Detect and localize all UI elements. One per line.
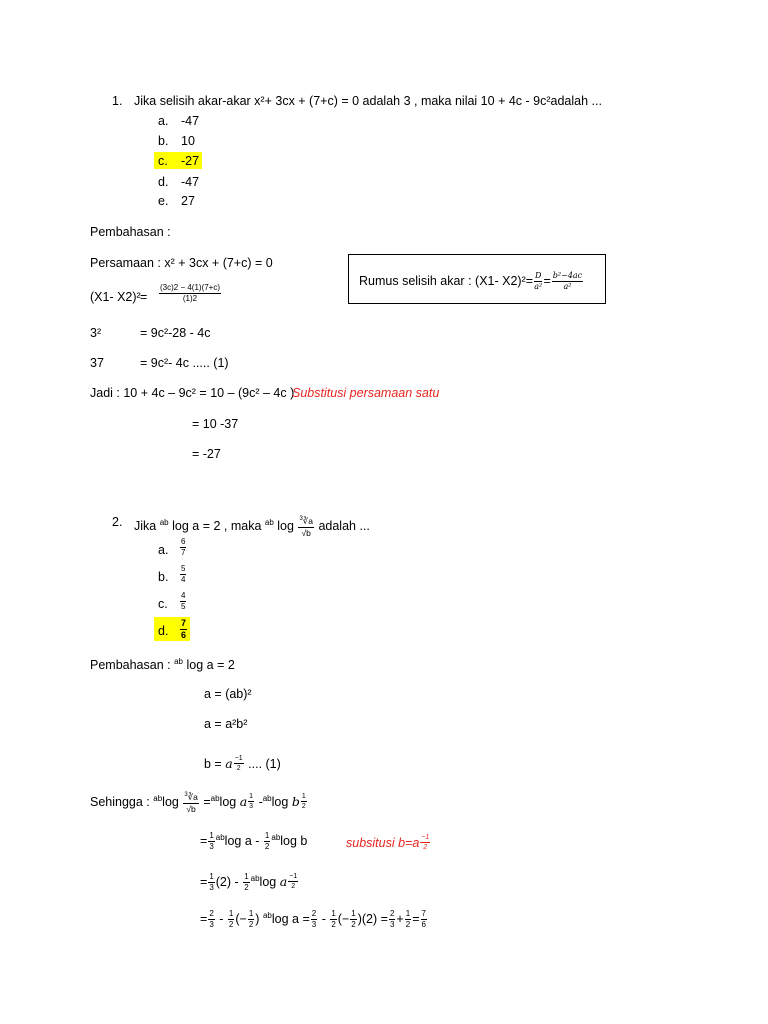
q2-option-a-num: 6 — [181, 537, 186, 546]
formula-box-frac1-den: a² — [534, 282, 543, 291]
q2-sehingga-ab3: ab — [262, 793, 272, 803]
q2-sehingga-minus: - — [258, 794, 263, 809]
q2-sehingga-cuberoot-index: 3 — [184, 792, 188, 798]
q2-option-d-den: 6 — [181, 630, 187, 640]
q2-step-b-exp-num: 1 — [293, 873, 298, 880]
q1-option-c-value: -27 — [181, 154, 200, 168]
q2-step-c-f9-num: 7 — [421, 909, 426, 918]
q2-question-suffix: adalah ... — [318, 518, 370, 533]
formula-box-frac2 — [552, 272, 583, 291]
q1-step2-rhs: = 9c²- 4c ..... (1) — [140, 356, 229, 370]
q2-step-c-f6-den: 2 — [351, 920, 356, 929]
q2-step-c-f5 — [330, 910, 336, 929]
q2-sehingga-root-b: √b — [186, 803, 196, 814]
q1-step3: = 10 -37 — [192, 417, 239, 431]
q2-step-b-ab: ab — [250, 874, 260, 883]
q2-step-c-f7 — [389, 910, 395, 929]
q2-step-c — [200, 910, 428, 929]
q2-sehingga-label: Sehingga : — [90, 794, 150, 809]
q2-step-a-frac1-num: 1 — [209, 831, 214, 840]
q2-step-c-eq4: = — [412, 911, 420, 926]
q1-step4: = -27 — [192, 447, 221, 461]
q2-option-d-frac — [179, 619, 188, 640]
q1-step1-lhs: 3² — [90, 326, 102, 340]
q2-step-c-paren-open1: (− — [235, 911, 247, 926]
formula-box-eq1: = — [525, 273, 534, 288]
q2-step-b-exp-minus: − — [289, 873, 294, 880]
q2-note-a: a — [412, 836, 420, 850]
q2-note-text: subsitusi b= — [346, 836, 413, 850]
q1-eq-sign: = — [140, 290, 148, 304]
formula-box-frac2-den: a² — [563, 282, 572, 291]
formula-box — [348, 254, 606, 304]
q1-option-c-letter: c. — [158, 154, 168, 168]
q2-step-b-frac2-den: 2 — [244, 883, 249, 893]
q2-sehingga-exp1-den: 3 — [249, 802, 254, 810]
q2-sehingga-eq: = — [203, 794, 211, 809]
q2-step-b-frac1-num: 1 — [209, 872, 214, 882]
q2-step-c-f7-den: 3 — [389, 920, 395, 929]
q2-root-a: ∛a — [302, 516, 313, 526]
q2-step-a-log-a: log a — [224, 833, 252, 848]
q2-option-b-letter: b. — [158, 570, 169, 584]
q2-step-c-f5-num: 1 — [331, 909, 336, 918]
formula-box-eq2: = — [543, 273, 551, 288]
q2-question-radicand-num — [298, 516, 314, 528]
q2-step-c-f4 — [311, 910, 317, 929]
q2-step-c-eq2: = — [302, 911, 310, 926]
formula-box-lhs: (X1- X2)² — [475, 273, 526, 288]
q2-line3-exp — [234, 755, 244, 772]
q2-step-b-frac2 — [243, 873, 249, 892]
q2-step-c-plus: + — [396, 911, 404, 926]
q2-sehingga-a: a — [239, 793, 248, 809]
q2-step-a-frac1 — [208, 832, 214, 851]
q2-step-c-f8 — [405, 910, 411, 929]
q2-step-c-f3-num: 1 — [248, 909, 254, 918]
q2-option-c-frac — [179, 592, 187, 611]
q2-note-exp — [420, 834, 430, 851]
q2-step-c-two: (2) — [361, 911, 378, 926]
q2-pembahasan-ab: ab — [174, 657, 183, 666]
q2-number: 2. — [112, 515, 123, 529]
q2-line1: a = (ab)² — [204, 687, 252, 701]
q2-step-a — [200, 832, 307, 851]
q2-step-c-f1-den: 3 — [209, 920, 214, 929]
q2-step-c-f1-num: 2 — [209, 909, 214, 918]
q2-note-exp-minus: − — [421, 834, 426, 841]
q2-pembahasan — [90, 658, 235, 672]
q2-question-mid: log a = 2 , maka — [172, 518, 262, 533]
q2-step-a-frac1-den: 3 — [209, 842, 214, 851]
q2-step-c-f3 — [248, 910, 254, 929]
q2-line2: a = a²b² — [204, 717, 248, 731]
q2-step-b — [200, 873, 299, 892]
q2-step-c-f1 — [208, 910, 214, 929]
q2-sehingga-log3: log — [271, 794, 289, 809]
q1-pembahasan-label: Pembahasan : — [90, 225, 171, 239]
q1-fraction-denominator: (1)2 — [182, 294, 198, 303]
q1-fraction-numerator: (3c)2 − 4(1)(7+c) — [160, 283, 221, 292]
q1-option-b-value: 10 — [181, 134, 195, 148]
q1-question: Jika selisih akar-akar x²+ 3cx + (7+c) = 0 adalah 3 , maka nilai 10 + 4c - 9c²adalah ... — [134, 94, 602, 108]
q2-step-a-ab1: ab — [215, 832, 225, 842]
q2-option-c-den: 5 — [181, 602, 186, 611]
q2-sehingga-exp1-num: 1 — [249, 792, 254, 800]
q2-sehingga-exp2-den: 2 — [301, 802, 306, 810]
q2-question-log: log — [277, 518, 294, 533]
q1-persamaan: Persamaan : x² + 3cx + (7+c) = 0 — [90, 256, 273, 270]
q2-line3-prefix: b = — [204, 757, 222, 771]
q2-step-c-log-a: log a — [271, 911, 299, 926]
q2-step-c-paren-open2: (− — [337, 911, 350, 926]
q2-question-radicand-den: √b — [301, 527, 311, 538]
q2-step-c-f4-den: 3 — [311, 920, 317, 929]
q1-option-e-value: 27 — [181, 194, 195, 208]
q2-step-c-eq1: = — [200, 911, 208, 926]
q2-cuberoot-index: 3 — [299, 516, 303, 522]
q2-step-b-minus: - — [234, 875, 239, 889]
q2-step-b-eq: = — [200, 875, 208, 889]
q2-step-c-minus2: - — [321, 911, 326, 926]
q2-option-d-num: 7 — [181, 618, 187, 628]
q2-step-b-frac1 — [208, 873, 214, 892]
q2-step-c-minus1: - — [219, 911, 224, 926]
q2-step-c-f4-num: 2 — [311, 909, 317, 918]
q2-question — [134, 516, 370, 537]
q2-option-d-letter: d. — [158, 624, 169, 638]
q2-option-b-frac — [179, 565, 187, 584]
q2-line3-exp-num: 1 — [238, 755, 243, 762]
q2-option-a-den: 7 — [181, 548, 186, 557]
q2-step-b-frac2-num: 1 — [244, 872, 249, 882]
formula-box-label: Rumus selisih akar : — [359, 273, 472, 288]
q1-option-a-letter: a. — [158, 114, 169, 128]
q2-option-a-letter: a. — [158, 543, 169, 557]
q2-step-a-frac2-den: 2 — [264, 842, 270, 851]
q2-ab-1: ab — [159, 517, 169, 527]
q2-step-b-a: a — [279, 874, 288, 889]
q2-step-c-f9-den: 6 — [421, 920, 426, 929]
q2-step-a-log-b: log b — [280, 833, 308, 848]
q2-step-b-two: (2) — [215, 875, 232, 889]
q1-step1-rhs: = 9c²-28 - 4c — [140, 326, 211, 340]
q2-step-c-ab: ab — [262, 910, 272, 920]
q2-step-a-frac2 — [264, 832, 270, 851]
q2-step-c-paren-close2: ) — [357, 911, 362, 926]
q2-line3-exp-den: 2 — [236, 765, 241, 772]
q2-step-a-ab2: ab — [271, 832, 281, 842]
q2-sehingga-root-a: ∛a — [187, 792, 198, 802]
q1-number: 1. — [112, 94, 123, 108]
q2-step-c-f8-num: 1 — [405, 909, 411, 918]
q1-option-d-letter: d. — [158, 175, 169, 189]
q2-step-c-f5-den: 2 — [331, 920, 336, 929]
formula-box-frac1 — [534, 272, 542, 291]
q2-step-b-exp-den: 2 — [291, 883, 296, 890]
q2-step-c-f7-num: 2 — [389, 909, 395, 918]
q2-step-b-exp — [288, 873, 298, 890]
q2-note — [346, 834, 431, 851]
q2-step-c-eq3: = — [380, 911, 388, 926]
q2-sehingga-exp2-num: 1 — [301, 792, 306, 800]
q2-line3-exp-minus: − — [234, 755, 239, 762]
q2-line3-base: a — [225, 756, 233, 771]
formula-box-frac1-num: D — [535, 271, 542, 280]
q2-option-c-letter: c. — [158, 597, 168, 611]
q2-sehingga-log2: log — [219, 794, 237, 809]
q2-step-c-f6 — [350, 910, 356, 929]
q1-x1x2-lhs: (X1- X2)² — [90, 290, 141, 304]
q2-sehingga-exp2 — [301, 793, 307, 810]
q2-option-a-frac — [179, 538, 187, 557]
q2-sehingga-exp1 — [248, 793, 254, 810]
q2-step-c-f3-den: 2 — [248, 920, 254, 929]
q1-option-d-value: -47 — [181, 175, 200, 189]
q1-option-a-value: -47 — [181, 114, 200, 128]
q2-sehingga-ab2: ab — [210, 793, 220, 803]
q2-step-c-f9 — [421, 910, 427, 929]
q2-note-exp-den: 2 — [423, 844, 428, 851]
q2-note-exp-num: 1 — [425, 834, 430, 841]
q2-step-c-f8-den: 2 — [405, 920, 411, 929]
q2-option-b-num: 5 — [181, 564, 186, 573]
q1-option-e-letter: e. — [158, 194, 169, 208]
q2-step-a-minus: - — [255, 833, 260, 848]
q2-step-c-f2-num: 1 — [228, 909, 234, 918]
q2-sehingga-fraction — [183, 792, 199, 813]
q2-step-c-f6-num: 1 — [351, 909, 356, 918]
q2-line3 — [204, 755, 281, 772]
q1-step2-lhs: 37 — [90, 356, 104, 370]
q2-step-c-paren-close1: ) — [255, 911, 260, 926]
q2-pembahasan-rest: log a = 2 — [186, 658, 235, 672]
q2-option-b-den: 4 — [181, 575, 186, 584]
q2-step-a-frac2-num: 1 — [264, 831, 270, 840]
q1-jadi: Jadi : 10 + 4c – 9c² = 10 – (9c² – 4c ) — [90, 386, 295, 400]
q2-sehingga-b: b — [291, 793, 300, 809]
q2-option-c-num: 4 — [181, 591, 186, 600]
q1-fraction — [158, 284, 222, 303]
q2-ab-2: ab — [264, 517, 274, 527]
q2-sehingga-ab: ab — [153, 793, 163, 803]
q2-sehingga-line — [90, 792, 308, 813]
q2-step-b-frac1-den: 3 — [209, 883, 214, 893]
q2-step-c-f2-den: 2 — [228, 920, 234, 929]
q2-step-c-f2 — [228, 910, 234, 929]
q1-option-b-letter: b. — [158, 134, 169, 148]
formula-box-frac2-num: b²−4ac — [552, 271, 583, 280]
q2-line3-suffix: .... (1) — [248, 757, 281, 771]
q2-pembahasan-label: Pembahasan : — [90, 658, 171, 672]
q2-step-b-log: log — [259, 875, 277, 889]
q2-question-prefix: Jika — [134, 518, 157, 533]
q2-question-fraction — [298, 516, 314, 537]
q2-sehingga-log: log — [162, 794, 179, 809]
q2-step-a-eq: = — [200, 833, 208, 848]
q1-jadi-note: Substitusi persamaan satu — [292, 386, 440, 400]
